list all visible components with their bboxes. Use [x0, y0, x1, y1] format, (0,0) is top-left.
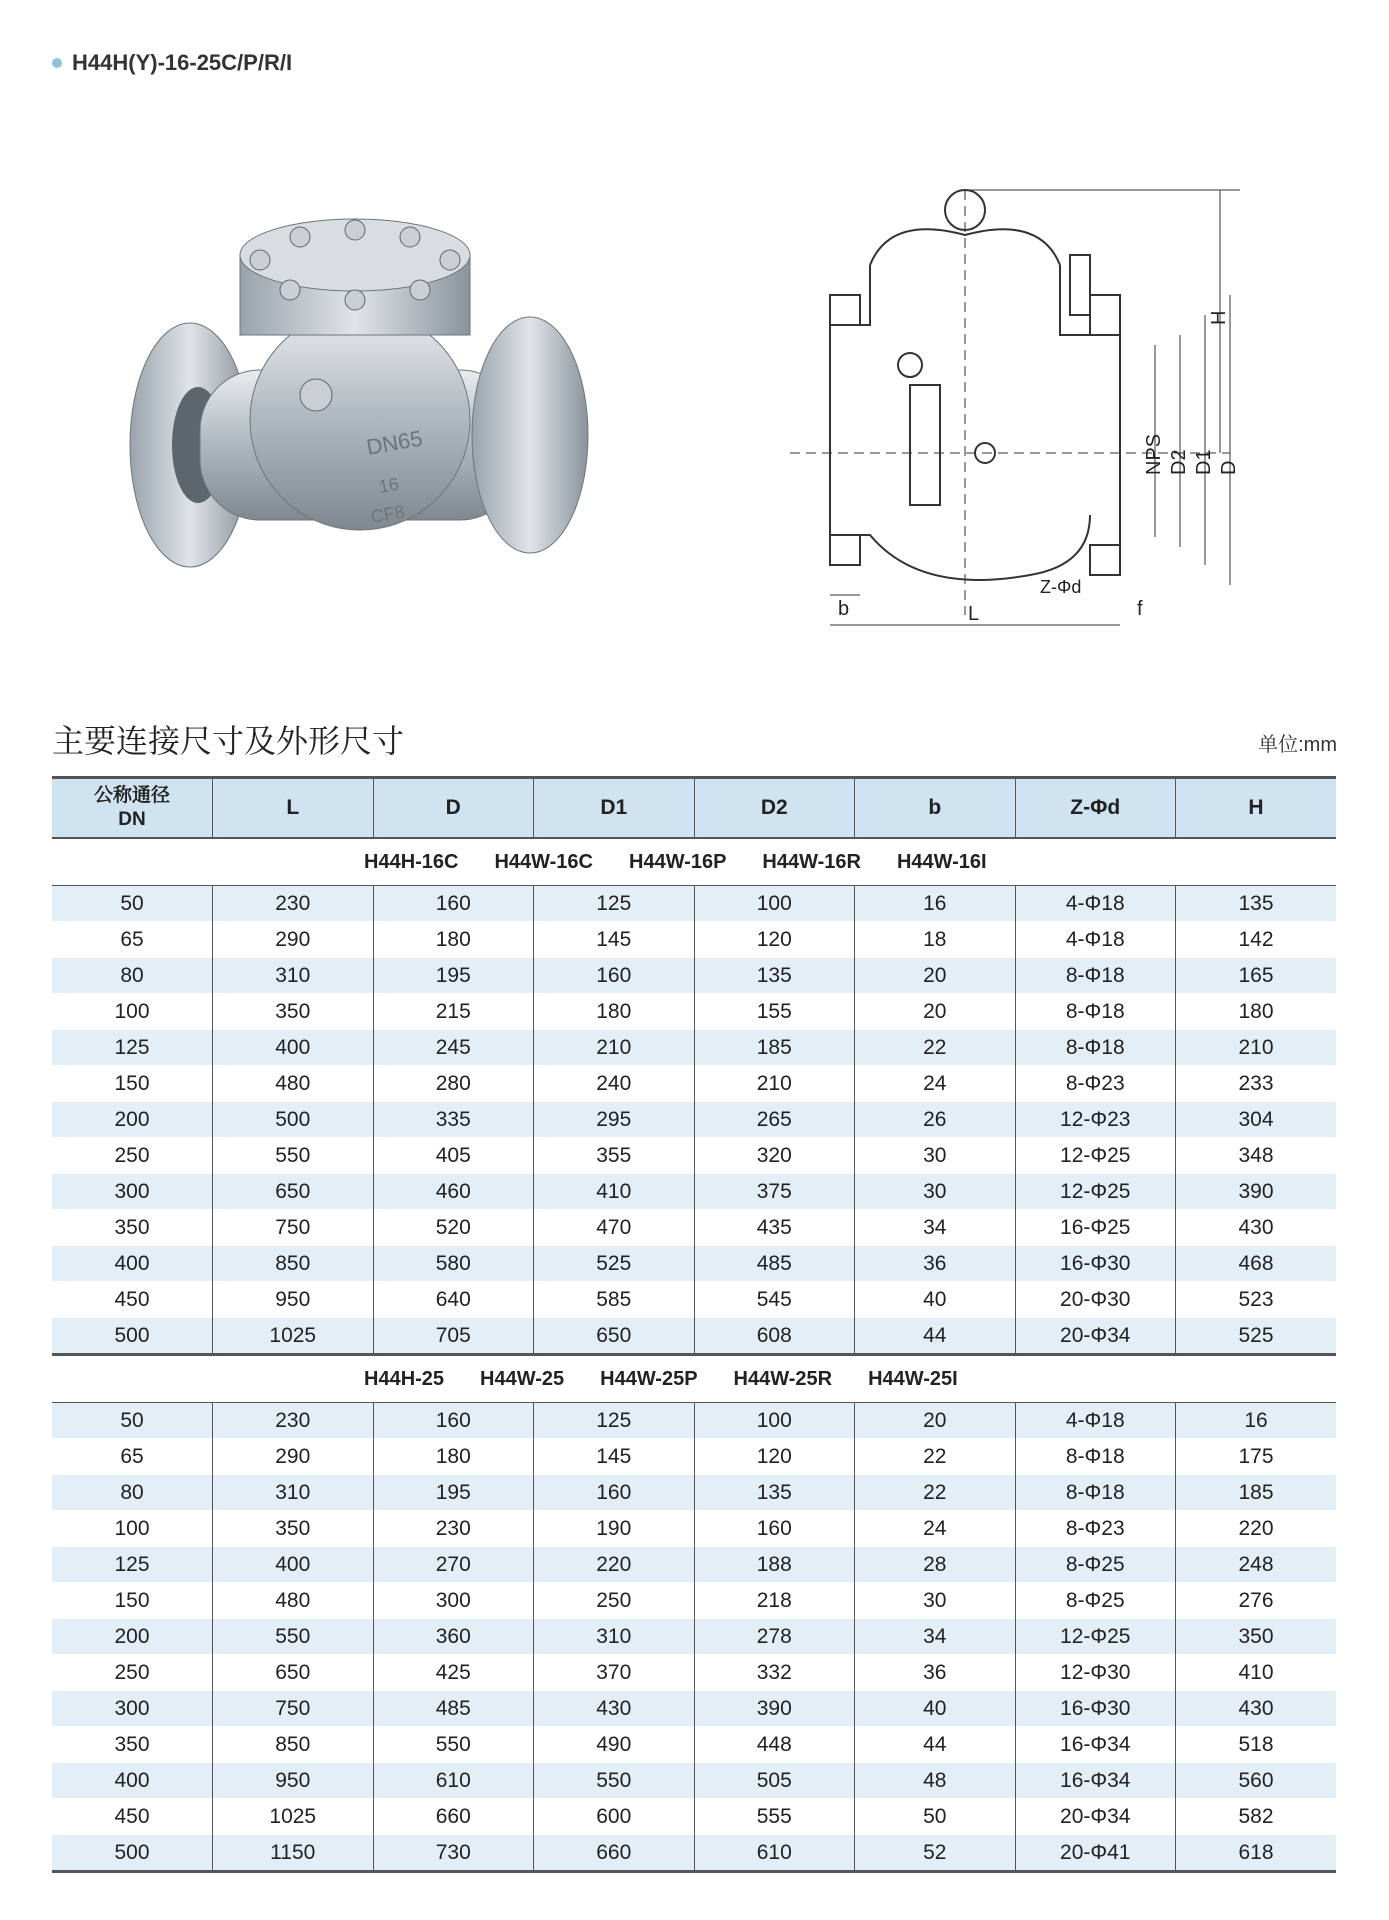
label-b: b	[838, 598, 850, 620]
table-cell: 295	[534, 1102, 695, 1138]
model-name: H44W-16C	[494, 850, 593, 873]
table-cell: 8-Φ18	[1015, 1030, 1176, 1066]
table-cell: 100	[694, 1403, 855, 1439]
table-cell: 550	[213, 1619, 374, 1655]
table-cell: 410	[534, 1174, 695, 1210]
table-cell: 650	[213, 1174, 374, 1210]
table-row	[52, 1475, 1336, 1511]
table-cell: 20-Φ34	[1015, 1799, 1176, 1835]
table-cell: 448	[694, 1727, 855, 1763]
table-cell: 100	[694, 886, 855, 922]
valve-photo	[110, 215, 610, 635]
header-zd: Z-Φd	[1015, 778, 1176, 839]
table-cell: 660	[534, 1835, 695, 1872]
table-cell: 730	[373, 1835, 534, 1872]
table-cell: 525	[534, 1246, 695, 1282]
table-cell: 230	[213, 886, 374, 922]
table-cell: 185	[1176, 1475, 1337, 1511]
model-cell	[52, 1355, 1336, 1403]
table-cell: 100	[52, 994, 213, 1030]
table-cell: 610	[694, 1835, 855, 1872]
table-cell: 190	[534, 1511, 695, 1547]
table-cell: 490	[534, 1727, 695, 1763]
table-cell: 500	[213, 1102, 374, 1138]
table-cell: 585	[534, 1282, 695, 1318]
table-header-row	[52, 778, 1336, 839]
table-cell: 8-Φ18	[1015, 1439, 1176, 1475]
table-cell: 278	[694, 1619, 855, 1655]
table-cell: 250	[52, 1138, 213, 1174]
table-cell: 160	[534, 1475, 695, 1511]
table-cell: 200	[52, 1102, 213, 1138]
table-cell: 188	[694, 1547, 855, 1583]
table-row	[52, 1835, 1336, 1872]
table-cell: 480	[213, 1583, 374, 1619]
table-row	[52, 1727, 1336, 1763]
table-cell: 40	[855, 1282, 1016, 1318]
header-d1: D1	[534, 778, 695, 839]
table-row	[52, 1583, 1336, 1619]
table-cell: 16-Φ30	[1015, 1246, 1176, 1282]
table-cell: 250	[52, 1655, 213, 1691]
table-cell: 180	[373, 922, 534, 958]
table-cell: 750	[213, 1691, 374, 1727]
header-l: L	[213, 778, 374, 839]
table-cell: 470	[534, 1210, 695, 1246]
table-cell: 485	[373, 1691, 534, 1727]
table-cell: 355	[534, 1138, 695, 1174]
table-cell: 390	[694, 1691, 855, 1727]
table-cell: 8-Φ23	[1015, 1511, 1176, 1547]
table-row	[52, 1439, 1336, 1475]
table-cell: 36	[855, 1655, 1016, 1691]
table-cell: 52	[855, 1835, 1016, 1872]
table-cell: 348	[1176, 1138, 1337, 1174]
label-zd: Z-Φd	[1040, 577, 1082, 597]
table-cell: 240	[534, 1066, 695, 1102]
table-cell: 210	[1176, 1030, 1337, 1066]
model-cell	[52, 838, 1336, 886]
table-cell: 280	[373, 1066, 534, 1102]
table-cell: 248	[1176, 1547, 1337, 1583]
table-cell: 370	[534, 1655, 695, 1691]
table-cell: 145	[534, 922, 695, 958]
casting-mark-material: CF8	[369, 501, 407, 527]
table-cell: 34	[855, 1210, 1016, 1246]
table-cell: 405	[373, 1138, 534, 1174]
table-cell: 300	[373, 1583, 534, 1619]
table-cell: 20	[855, 1403, 1016, 1439]
table-cell: 125	[52, 1547, 213, 1583]
casting-mark-dn: DN65	[364, 425, 425, 460]
table-cell: 250	[534, 1583, 695, 1619]
table-cell: 20-Φ34	[1015, 1318, 1176, 1355]
table-cell: 468	[1176, 1246, 1337, 1282]
table-cell: 180	[534, 994, 695, 1030]
table-cell: 520	[373, 1210, 534, 1246]
table-cell: 335	[373, 1102, 534, 1138]
table-row	[52, 1511, 1336, 1547]
table-cell: 300	[52, 1174, 213, 1210]
table-cell: 310	[534, 1619, 695, 1655]
table-cell: 8-Φ25	[1015, 1547, 1176, 1583]
table-cell: 26	[855, 1102, 1016, 1138]
table-row	[52, 1318, 1336, 1355]
table-cell: 150	[52, 1583, 213, 1619]
table-row	[52, 1691, 1336, 1727]
table-cell: 100	[52, 1511, 213, 1547]
table-cell: 518	[1176, 1727, 1337, 1763]
table-cell: 120	[694, 1439, 855, 1475]
table-cell: 640	[373, 1282, 534, 1318]
model-name: H44W-16I	[896, 850, 987, 873]
section-title: 主要连接尺寸及外形尺寸	[52, 723, 405, 759]
table-cell: 310	[213, 1475, 374, 1511]
table-cell: 50	[855, 1799, 1016, 1835]
table-cell: 523	[1176, 1282, 1337, 1318]
table-cell: 580	[373, 1246, 534, 1282]
table-cell: 16	[855, 886, 1016, 922]
label-f: f	[1137, 598, 1143, 620]
table-cell: 65	[52, 922, 213, 958]
model-name: H44W-16P	[629, 850, 727, 873]
table-row	[52, 922, 1336, 958]
label-d2: D2	[1168, 449, 1190, 475]
header-d: D	[373, 778, 534, 839]
table-cell: 34	[855, 1619, 1016, 1655]
product-model-title: H44H(Y)-16-25C/P/R/I	[72, 50, 293, 75]
table-row	[52, 1763, 1336, 1799]
model-row	[52, 838, 1336, 886]
table-cell: 705	[373, 1318, 534, 1355]
table-cell: 20-Φ30	[1015, 1282, 1176, 1318]
table-cell: 160	[373, 1403, 534, 1439]
table-row	[52, 1210, 1336, 1246]
table-cell: 230	[373, 1511, 534, 1547]
table-cell: 320	[694, 1138, 855, 1174]
header-dn-cn: 公称通径	[93, 785, 170, 806]
table-row	[52, 1655, 1336, 1691]
table-cell: 210	[694, 1066, 855, 1102]
table-cell: 265	[694, 1102, 855, 1138]
table-cell: 500	[52, 1835, 213, 1872]
table-cell: 150	[52, 1066, 213, 1102]
table-cell: 410	[1176, 1655, 1337, 1691]
header-d2: D2	[694, 778, 855, 839]
table-cell: 525	[1176, 1318, 1337, 1355]
table-cell: 425	[373, 1655, 534, 1691]
table-cell: 230	[213, 1403, 374, 1439]
table-cell: 485	[694, 1246, 855, 1282]
table-cell: 430	[1176, 1691, 1337, 1727]
table-cell: 245	[373, 1030, 534, 1066]
table-cell: 12-Φ30	[1015, 1655, 1176, 1691]
table-cell: 125	[534, 1403, 695, 1439]
table-cell: 310	[213, 958, 374, 994]
table-cell: 44	[855, 1318, 1016, 1355]
casting-mark-pressure: 16	[377, 473, 401, 497]
table-cell: 350	[213, 1511, 374, 1547]
table-cell: 350	[1176, 1619, 1337, 1655]
table-row	[52, 1138, 1336, 1174]
table-row	[52, 886, 1336, 922]
table-cell: 180	[1176, 994, 1337, 1030]
model-name: H44W-25I	[868, 1367, 958, 1390]
table-cell: 400	[213, 1030, 374, 1066]
model-name: H44W-25R	[733, 1367, 833, 1390]
table-cell: 155	[694, 994, 855, 1030]
table-row	[52, 1282, 1336, 1318]
table-cell: 650	[534, 1318, 695, 1355]
table-cell: 12-Φ23	[1015, 1102, 1176, 1138]
table-cell: 1025	[213, 1799, 374, 1835]
model-name: H44H-25	[364, 1367, 445, 1390]
table-cell: 350	[52, 1210, 213, 1246]
table-cell: 220	[534, 1547, 695, 1583]
table-cell: 48	[855, 1763, 1016, 1799]
table-cell: 22	[855, 1439, 1016, 1475]
model-name: H44H-16C	[364, 850, 459, 873]
table-cell: 1150	[213, 1835, 374, 1872]
table-cell: 30	[855, 1583, 1016, 1619]
table-cell: 220	[1176, 1511, 1337, 1547]
table-cell: 300	[52, 1691, 213, 1727]
table-cell: 80	[52, 958, 213, 994]
table-cell: 180	[373, 1439, 534, 1475]
table-cell: 210	[534, 1030, 695, 1066]
table-cell: 8-Φ23	[1015, 1066, 1176, 1102]
table-cell: 145	[534, 1439, 695, 1475]
table-cell: 582	[1176, 1799, 1337, 1835]
table-cell: 24	[855, 1066, 1016, 1102]
table-row	[52, 1799, 1336, 1835]
table-cell: 195	[373, 958, 534, 994]
table-cell: 20-Φ41	[1015, 1835, 1176, 1872]
table-cell: 200	[52, 1619, 213, 1655]
table-cell: 16-Φ34	[1015, 1727, 1176, 1763]
dimension-table	[52, 776, 1336, 1873]
table-cell: 550	[373, 1727, 534, 1763]
model-name: H44W-25P	[600, 1367, 698, 1390]
table-cell: 22	[855, 1030, 1016, 1066]
table-cell: 600	[534, 1799, 695, 1835]
table-cell: 375	[694, 1174, 855, 1210]
table-row	[52, 958, 1336, 994]
table-cell: 555	[694, 1799, 855, 1835]
table-cell: 175	[1176, 1439, 1337, 1475]
label-nps: NPS	[1143, 433, 1165, 475]
table-cell: 560	[1176, 1763, 1337, 1799]
table-cell: 40	[855, 1691, 1016, 1727]
table-cell: 160	[694, 1511, 855, 1547]
table-cell: 850	[213, 1246, 374, 1282]
bullet-dot-icon	[52, 58, 62, 68]
header-dn-en: DN	[118, 809, 146, 830]
table-cell: 660	[373, 1799, 534, 1835]
table-cell: 30	[855, 1174, 1016, 1210]
table-cell: 8-Φ18	[1015, 958, 1176, 994]
table-row	[52, 994, 1336, 1030]
table-cell: 20	[855, 994, 1016, 1030]
table-row	[52, 1547, 1336, 1583]
table-cell: 12-Φ25	[1015, 1619, 1176, 1655]
table-cell: 125	[52, 1030, 213, 1066]
table-cell: 450	[52, 1282, 213, 1318]
table-cell: 142	[1176, 922, 1337, 958]
model-row	[52, 1355, 1336, 1403]
header-b: b	[855, 778, 1016, 839]
table-cell: 360	[373, 1619, 534, 1655]
table-cell: 218	[694, 1583, 855, 1619]
table-cell: 165	[1176, 958, 1337, 994]
table-cell: 4-Φ18	[1015, 886, 1176, 922]
table-cell: 28	[855, 1547, 1016, 1583]
product-heading	[52, 50, 292, 76]
table-cell: 16	[1176, 1403, 1337, 1439]
table-cell: 435	[694, 1210, 855, 1246]
table-cell: 545	[694, 1282, 855, 1318]
label-h: H	[1208, 310, 1230, 325]
table-cell: 44	[855, 1727, 1016, 1763]
table-cell: 135	[1176, 886, 1337, 922]
table-cell: 400	[52, 1246, 213, 1282]
table-cell: 350	[52, 1727, 213, 1763]
table-cell: 16-Φ30	[1015, 1691, 1176, 1727]
table-cell: 610	[373, 1763, 534, 1799]
table-cell: 135	[694, 958, 855, 994]
table-cell: 80	[52, 1475, 213, 1511]
label-d: D	[1218, 460, 1240, 475]
table-cell: 505	[694, 1763, 855, 1799]
table-cell: 390	[1176, 1174, 1337, 1210]
table-cell: 215	[373, 994, 534, 1030]
table-cell: 12-Φ25	[1015, 1174, 1176, 1210]
table-cell: 618	[1176, 1835, 1337, 1872]
table-cell: 24	[855, 1511, 1016, 1547]
table-cell: 22	[855, 1475, 1016, 1511]
table-cell: 4-Φ18	[1015, 1403, 1176, 1439]
table-cell: 1025	[213, 1318, 374, 1355]
label-d1: D1	[1193, 449, 1215, 475]
unit-label: 单位:mm	[1258, 734, 1337, 756]
table-cell: 233	[1176, 1066, 1337, 1102]
table-cell: 8-Φ25	[1015, 1583, 1176, 1619]
table-row	[52, 1102, 1336, 1138]
table-row	[52, 1174, 1336, 1210]
header-dn	[52, 778, 213, 839]
table-cell: 16-Φ25	[1015, 1210, 1176, 1246]
table-cell: 16-Φ34	[1015, 1763, 1176, 1799]
table-cell: 430	[534, 1691, 695, 1727]
table-cell: 8-Φ18	[1015, 994, 1176, 1030]
table-cell: 850	[213, 1727, 374, 1763]
table-cell: 750	[213, 1210, 374, 1246]
table-cell: 50	[52, 1403, 213, 1439]
table-cell: 550	[213, 1138, 374, 1174]
table-cell: 160	[373, 886, 534, 922]
table-cell: 500	[52, 1318, 213, 1355]
table-row	[52, 1403, 1336, 1439]
table-cell: 460	[373, 1174, 534, 1210]
table-cell: 650	[213, 1655, 374, 1691]
label-l: L	[968, 603, 980, 625]
table-cell: 20	[855, 958, 1016, 994]
table-cell: 290	[213, 922, 374, 958]
table-cell: 270	[373, 1547, 534, 1583]
table-cell: 400	[52, 1763, 213, 1799]
table-cell: 950	[213, 1763, 374, 1799]
table-cell: 550	[534, 1763, 695, 1799]
table-cell: 950	[213, 1282, 374, 1318]
table-cell: 350	[213, 994, 374, 1030]
valve-dimension-drawing	[770, 175, 1300, 645]
table-cell: 12-Φ25	[1015, 1138, 1176, 1174]
table-cell: 185	[694, 1030, 855, 1066]
table-cell: 276	[1176, 1583, 1337, 1619]
table-cell: 50	[52, 886, 213, 922]
table-cell: 18	[855, 922, 1016, 958]
table-cell: 30	[855, 1138, 1016, 1174]
table-cell: 125	[534, 886, 695, 922]
table-cell: 36	[855, 1246, 1016, 1282]
table-cell: 65	[52, 1439, 213, 1475]
model-name: H44W-25	[480, 1367, 565, 1390]
model-name: H44W-16R	[762, 850, 861, 873]
table-cell: 400	[213, 1547, 374, 1583]
header-h: H	[1176, 778, 1337, 839]
table-cell: 195	[373, 1475, 534, 1511]
table-cell: 332	[694, 1655, 855, 1691]
table-cell: 8-Φ18	[1015, 1475, 1176, 1511]
table-row	[52, 1066, 1336, 1102]
table-cell: 608	[694, 1318, 855, 1355]
table-cell: 304	[1176, 1102, 1337, 1138]
table-cell: 4-Φ18	[1015, 922, 1176, 958]
table-cell: 480	[213, 1066, 374, 1102]
table-cell: 160	[534, 958, 695, 994]
table-cell: 430	[1176, 1210, 1337, 1246]
table-row	[52, 1246, 1336, 1282]
table-row	[52, 1030, 1336, 1066]
table-cell: 120	[694, 922, 855, 958]
table-cell: 450	[52, 1799, 213, 1835]
table-row	[52, 1619, 1336, 1655]
table-cell: 290	[213, 1439, 374, 1475]
table-cell: 135	[694, 1475, 855, 1511]
